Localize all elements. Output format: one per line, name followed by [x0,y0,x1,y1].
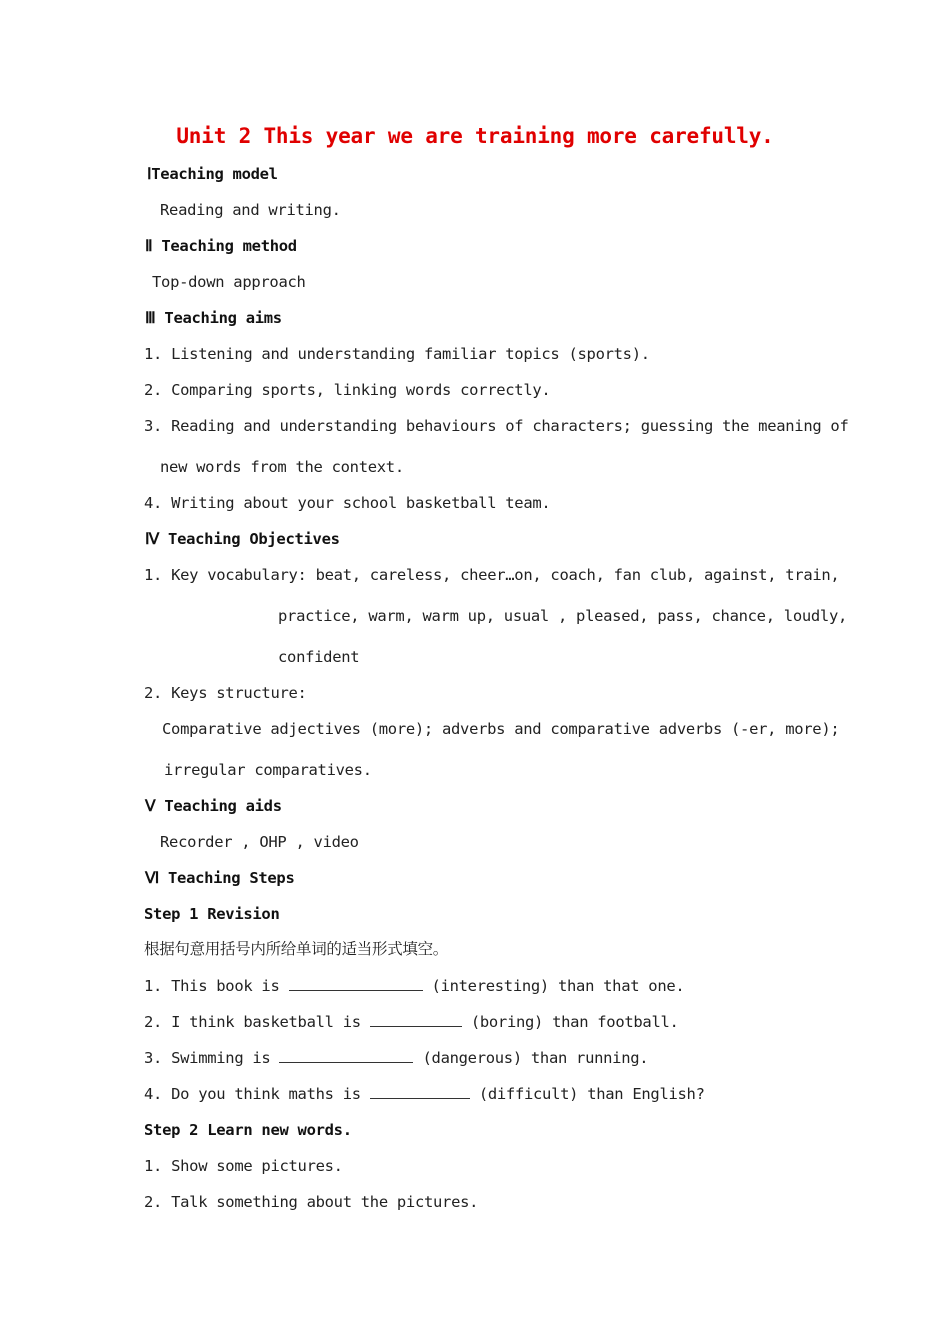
section-text: Top-down approach [152,273,306,291]
exercise-item: 1. This book is (interesting) than that one. [144,977,685,995]
answer-blank[interactable] [289,976,423,991]
list-item-continued: practice, warm, warm up, usual , pleased, pass, chance, loudly, [278,607,848,625]
list-item: 2. Talk something about the pictures. [144,1193,479,1211]
exercise-item: 3. Swimming is (dangerous) than running. [144,1049,649,1067]
list-item: 1. Key vocabulary: beat, careless, cheer…on, coach, fan club, against, train, [144,566,840,584]
section-text: Recorder , OHP , video [160,833,359,851]
answer-blank[interactable] [279,1048,413,1063]
section-heading-steps: Ⅵ Teaching Steps [145,869,295,887]
answer-blank[interactable] [370,1084,470,1099]
section-heading-method: Ⅱ Teaching method [145,237,297,255]
list-item-continued: irregular comparatives. [164,761,372,779]
section-heading-objectives: Ⅳ Teaching Objectives [145,530,340,548]
section-heading-model: ⅠTeaching model [147,165,278,183]
list-item-continued: new words from the context. [160,458,404,476]
section-heading-aids: Ⅴ Teaching aids [145,797,282,815]
list-item: 2. Keys structure: [144,684,307,702]
document-title: Unit 2 This year we are training more carefully. [176,124,774,148]
step-instruction: 根据句意用括号内所给单词的适当形式填空。 [144,940,449,958]
list-item: 2. Comparing sports, linking words correctly. [144,381,551,399]
list-item: 1. Show some pictures. [144,1157,343,1175]
list-item: 4. Writing about your school basketball team. [144,494,551,512]
section-heading-aims: Ⅲ Teaching aims [145,309,282,327]
list-item: 1. Listening and understanding familiar topics (sports). [144,345,650,363]
answer-blank[interactable] [370,1012,462,1027]
section-text: Reading and writing. [160,201,341,219]
list-item-continued: confident [278,648,360,666]
exercise-item: 4. Do you think maths is (difficult) than English? [144,1085,705,1103]
step-heading: Step 1 Revision [144,905,280,923]
list-item-continued: Comparative adjectives (more); adverbs and comparative adverbs (-er, more); [162,720,840,738]
list-item: 3. Reading and understanding behaviours of characters; guessing the meaning of [144,417,849,435]
exercise-item: 2. I think basketball is (boring) than football. [144,1013,679,1031]
step-heading: Step 2 Learn new words. [144,1121,352,1139]
